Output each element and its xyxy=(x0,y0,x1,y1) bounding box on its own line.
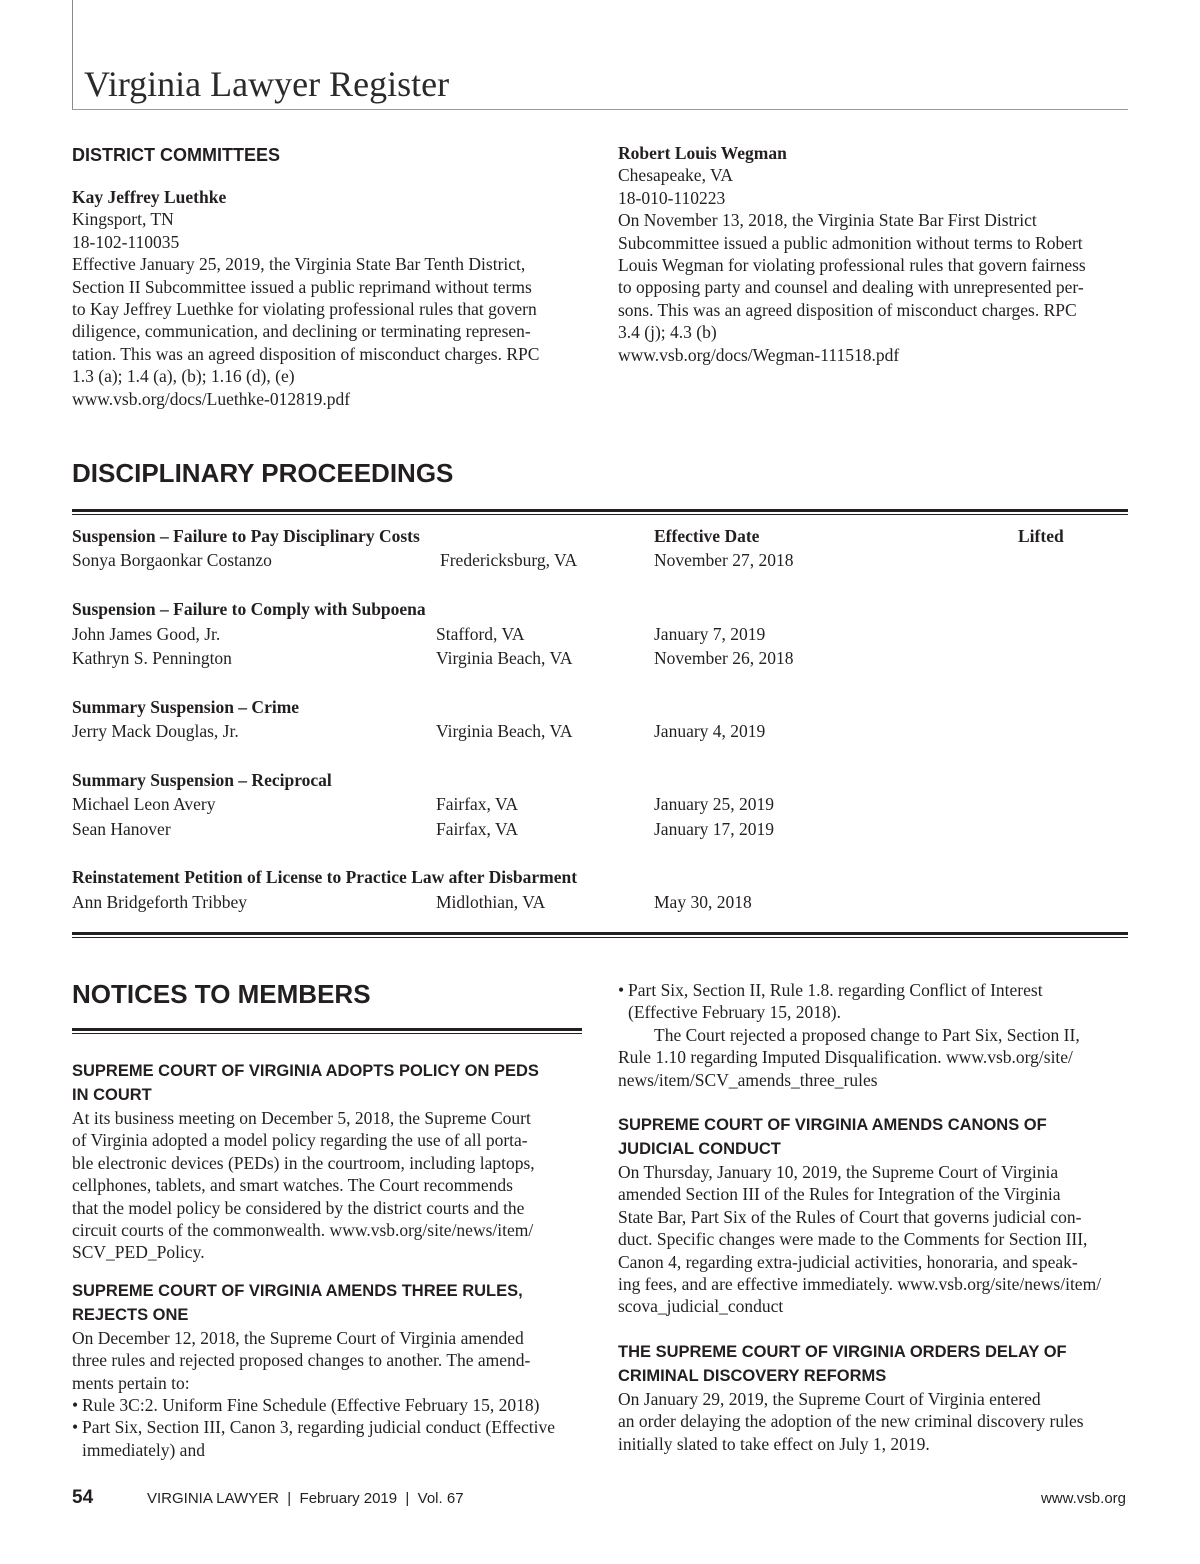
district-entry-wegman xyxy=(618,142,1138,366)
row-name: Sean Hanover xyxy=(72,818,171,839)
entry-text-line: 3.4 (j); 4.3 (b) xyxy=(618,322,717,343)
entry-city: Chesapeake, VA xyxy=(618,165,734,186)
body-line: SCV_PED_Policy. xyxy=(72,1242,205,1263)
list-item-text: • Part Six, Section II, Rule 1.8. regarding Conflict of Interest xyxy=(628,980,1043,1000)
entry-name: Robert Louis Wegman xyxy=(618,143,787,163)
list-item-text: immediately) and xyxy=(82,1439,205,1460)
notice-peds-title xyxy=(72,1059,587,1107)
notice-canons-body xyxy=(618,1161,1133,1318)
body-line: On December 12, 2018, the Supreme Court of Virginia amended xyxy=(72,1327,524,1348)
group-title: Suspension – Failure to Comply with Subpoena xyxy=(72,599,426,620)
row-name: John James Good, Jr. xyxy=(72,623,221,644)
body-line: ble electronic devices (PEDs) in the courtroom, including laptops, xyxy=(72,1152,535,1173)
disciplinary-top-rule xyxy=(72,509,1128,515)
body-line: Rule 1.10 regarding Imputed Disqualification. www.vsb.org/site/ xyxy=(618,1047,1073,1068)
group-header xyxy=(72,865,1128,889)
notice-peds-body xyxy=(72,1107,587,1264)
body-line: of Virginia adopted a model policy regarding the use of all porta- xyxy=(72,1130,528,1151)
row-date: November 26, 2018 xyxy=(654,647,794,668)
row-name: Michael Leon Avery xyxy=(72,794,216,815)
list-item xyxy=(72,1416,587,1461)
body-line: circuit courts of the commonwealth. www.vsb.org/site/news/item/ xyxy=(72,1220,534,1241)
table-row xyxy=(72,548,1128,572)
title-line: SUPREME COURT OF VIRGINIA AMENDS THREE RULES, xyxy=(72,1281,523,1300)
entry-text-line: diligence, communication, and declining or terminating represen- xyxy=(72,321,531,342)
list-item xyxy=(72,1394,587,1416)
body-line: initially slated to take effect on July 1, 2019. xyxy=(618,1433,930,1454)
body-line: cellphones, tablets, and smart watches. The Court recommends xyxy=(72,1175,513,1196)
column-header-effective-date: Effective Date xyxy=(654,526,760,546)
row-date: January 7, 2019 xyxy=(654,623,766,644)
table-row xyxy=(72,792,1128,816)
body-line: The Court rejected a proposed change to Part Six, Section II, xyxy=(654,1024,1080,1045)
notices-left-column xyxy=(72,1059,587,1461)
title-line: CRIMINAL DISCOVERY REFORMS xyxy=(618,1366,887,1385)
row-city: Midlothian, VA xyxy=(436,891,546,912)
body-line: news/item/SCV_amends_three_rules xyxy=(618,1069,878,1090)
disciplinary-table xyxy=(72,524,1128,914)
publication-info: VIRGINIA LAWYER | February 2019 | Vol. 67 xyxy=(147,1490,464,1507)
notices-right-column xyxy=(618,979,1133,1455)
row-name: Jerry Mack Douglas, Jr. xyxy=(72,721,239,742)
group-header xyxy=(72,695,1128,719)
list-item-text: (Effective February 15, 2018). xyxy=(628,1002,842,1023)
table-row xyxy=(72,646,1128,670)
table-row xyxy=(72,719,1128,743)
notice-canons-title xyxy=(618,1113,1133,1161)
notice-three-rules-body xyxy=(72,1327,587,1461)
list-item-text: • Rule 3C:2. Uniform Fine Schedule (Effective February 15, 2018) xyxy=(82,1395,540,1416)
disciplinary-bottom-rule xyxy=(72,932,1128,938)
group-title: Summary Suspension – Crime xyxy=(72,696,300,717)
list-item-text: • Part Six, Section III, Canon 3, regarding judicial conduct (Effective xyxy=(82,1417,556,1438)
entry-text-line: 1.3 (a); 1.4 (a), (b); 1.16 (d), (e) xyxy=(72,366,295,387)
title-line: REJECTS ONE xyxy=(72,1305,189,1324)
notice-discovery-title xyxy=(618,1340,1133,1388)
notices-heading: NOTICES TO MEMBERS xyxy=(72,979,371,1009)
notice-discovery-body xyxy=(618,1388,1133,1455)
disciplinary-proceedings-heading: DISCIPLINARY PROCEEDINGS xyxy=(72,458,454,488)
row-name: Ann Bridgeforth Tribbey xyxy=(72,891,247,912)
notice-three-rules-title xyxy=(72,1279,587,1327)
list-item xyxy=(618,979,1133,1024)
group-title: Summary Suspension – Reciprocal xyxy=(72,769,332,790)
group-title: Reinstatement Petition of License to Practice Law after Disbarment xyxy=(72,867,578,888)
table-row xyxy=(72,622,1128,646)
row-name: Sonya Borgaonkar Costanzo xyxy=(72,550,272,571)
body-line: Canon 4, regarding extra-judicial activities, honoraria, and speak- xyxy=(618,1251,1078,1272)
row-city: Virginia Beach, VA xyxy=(436,647,573,668)
notices-rule xyxy=(72,1028,582,1034)
group-header xyxy=(72,524,1128,548)
body-line: amended Section III of the Rules for Integration of the Virginia xyxy=(618,1184,1061,1205)
row-city: Fairfax, VA xyxy=(436,818,518,839)
page-title: Virginia Lawyer Register xyxy=(84,64,450,104)
header-vertical-rule xyxy=(72,0,73,110)
site-link[interactable]: www.vsb.org xyxy=(1040,1490,1126,1507)
body-line: duct. Specific changes were made to the Comments for Section III, xyxy=(618,1229,1088,1250)
title-line: SUPREME COURT OF VIRGINIA ADOPTS POLICY ON PEDS xyxy=(72,1062,539,1080)
row-name: Kathryn S. Pennington xyxy=(72,647,232,668)
body-line: three rules and rejected proposed changes to another. The amend- xyxy=(72,1350,531,1371)
header-rule xyxy=(72,109,1128,110)
entry-text-line: Section II Subcommittee issued a public reprimand without terms xyxy=(72,276,532,297)
row-date: November 27, 2018 xyxy=(654,550,794,571)
district-committees-heading: DISTRICT COMMITTEES xyxy=(72,145,280,165)
entry-text-line: Subcommittee issued a public admonition without terms to Robert xyxy=(618,232,1083,253)
row-date: January 17, 2019 xyxy=(654,818,775,839)
body-line: ing fees, and are effective immediately. www.vsb.org/site/news/item/ xyxy=(618,1274,1102,1295)
title-line: JUDICIAL CONDUCT xyxy=(618,1140,781,1159)
row-date: May 30, 2018 xyxy=(654,891,752,912)
entry-text-line: On November 13, 2018, the Virginia State Bar First District xyxy=(618,210,1037,231)
entry-url[interactable]: www.vsb.org/docs/Luethke-012819.pdf xyxy=(72,388,351,409)
body-line: On January 29, 2019, the Supreme Court of Virginia entered xyxy=(618,1388,1041,1409)
title-line: IN COURT xyxy=(72,1086,152,1104)
entry-docket: 18-102-110035 xyxy=(72,231,180,252)
row-city: Virginia Beach, VA xyxy=(436,721,573,742)
amended-rules-list-continued xyxy=(618,979,1133,1024)
body-line: ments pertain to: xyxy=(72,1372,190,1393)
entry-url[interactable]: www.vsb.org/docs/Wegman-111518.pdf xyxy=(618,344,900,365)
entry-text-line: tation. This was an agreed disposition of misconduct charges. RPC xyxy=(72,343,540,364)
group-header xyxy=(72,768,1128,792)
entry-name: Kay Jeffrey Luethke xyxy=(72,187,227,207)
body-line: scova_judicial_conduct xyxy=(618,1296,784,1317)
entry-text-line: Effective January 25, 2019, the Virginia State Bar Tenth District, xyxy=(72,254,526,275)
row-city: Fairfax, VA xyxy=(436,794,518,815)
title-line: SUPREME COURT OF VIRGINIA AMENDS CANONS OF xyxy=(618,1116,1047,1135)
row-city: Stafford, VA xyxy=(436,623,525,644)
body-line: an order delaying the adoption of the new criminal discovery rules xyxy=(618,1411,1084,1432)
table-row xyxy=(72,890,1128,914)
row-city: Fredericksburg, VA xyxy=(440,550,578,571)
row-date: January 25, 2019 xyxy=(654,794,775,815)
entry-city: Kingsport, TN xyxy=(72,209,174,230)
amended-rules-list xyxy=(72,1394,587,1461)
body-line: State Bar, Part Six of the Rules of Court that governs judicial con- xyxy=(618,1206,1082,1227)
group-title: Suspension – Failure to Pay Disciplinary Costs xyxy=(72,526,420,546)
body-line: On Thursday, January 10, 2019, the Supreme Court of Virginia xyxy=(618,1162,1059,1183)
page-number: 54 xyxy=(72,1487,94,1508)
notice-three-rules-continued xyxy=(618,979,1133,1091)
title-line: THE SUPREME COURT OF VIRGINIA ORDERS DELAY OF xyxy=(618,1342,1067,1361)
column-header-lifted: Lifted xyxy=(1018,526,1064,546)
table-row xyxy=(72,817,1128,841)
entry-text-line: to Kay Jeffrey Luethke for violating professional rules that govern xyxy=(72,299,537,320)
entry-text-line: to opposing party and counsel and dealing with unrepresented per- xyxy=(618,277,1084,298)
entry-docket: 18-010-110223 xyxy=(618,187,726,208)
group-header xyxy=(72,597,1128,621)
district-entry-luethke xyxy=(72,186,592,410)
entry-text-line: Louis Wegman for violating professional rules that govern fairness xyxy=(618,255,1086,276)
entry-text-line: sons. This was an agreed disposition of misconduct charges. RPC xyxy=(618,299,1077,320)
row-date: January 4, 2019 xyxy=(654,721,766,742)
body-line: that the model policy be considered by the district courts and the xyxy=(72,1197,525,1218)
body-line: At its business meeting on December 5, 2018, the Supreme Court xyxy=(72,1108,531,1128)
